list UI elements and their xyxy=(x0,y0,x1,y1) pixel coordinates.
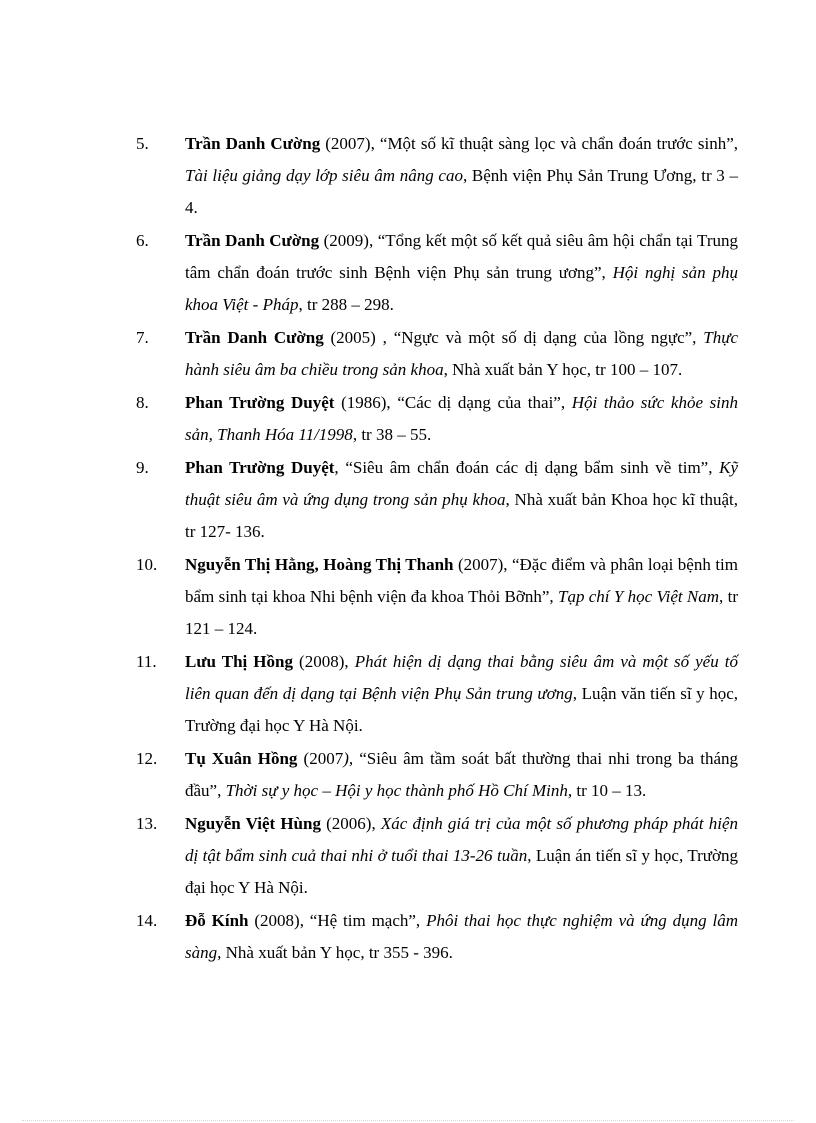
reference-item xyxy=(0,128,816,224)
reference-number: 5. xyxy=(136,134,149,153)
reference-number: 9. xyxy=(136,458,149,477)
reference-source-title: ), xyxy=(343,749,354,768)
reference-detail: , tr 121 – 124. xyxy=(185,587,739,638)
reference-text xyxy=(185,128,738,224)
reference-detail: tr 10 – 13. xyxy=(572,781,647,800)
reference-number: 8. xyxy=(136,393,149,412)
reference-source-title: Thực hành siêu âm ba chiều trong sản khoa xyxy=(185,328,739,379)
reference-detail: , Nhà xuất bản Y học, tr 100 – 107. xyxy=(443,360,683,379)
reference-text xyxy=(185,322,738,386)
reference-text xyxy=(185,743,738,807)
reference-item xyxy=(0,322,816,386)
reference-item xyxy=(0,225,816,321)
reference-detail: (2006), xyxy=(320,814,381,833)
reference-author: Nguyễn Thị Hằng, Hoàng Thị Thanh xyxy=(185,555,454,574)
reference-text xyxy=(185,452,738,548)
reference-source-title: Phát hiện dị dạng thai bằng siêu âm và một số yếu tố liên quan đến dị dạng tại Bệnh viện Phụ Sản trung ương xyxy=(185,652,739,703)
reference-detail: Nhà xuất bản Y học, tr 355 - 396. xyxy=(221,943,453,962)
reference-item xyxy=(0,387,816,451)
reference-text xyxy=(185,646,738,742)
reference-author: Trần Danh Cường xyxy=(185,134,321,153)
reference-detail: (2005) , “Ngực và một số dị dạng của lồng ngực”, xyxy=(323,328,704,347)
reference-source-title: Tạp chí Y học Việt Nam xyxy=(557,587,720,606)
reference-detail: , Luận văn tiến sĩ y học, Trường đại học Y Hà Nội. xyxy=(185,684,738,735)
reference-item xyxy=(0,549,816,645)
reference-author: Phan Trường Duyệt xyxy=(185,458,335,477)
reference-source-title: Hội nghị sản phụ khoa Việt - Pháp xyxy=(185,263,738,314)
reference-detail: , tr 288 – 298. xyxy=(298,295,394,314)
reference-item xyxy=(0,646,816,742)
reference-detail: (2007), “Một số kĩ thuật sàng lọc và chẩn đoán trước sinh”, xyxy=(320,134,739,153)
reference-source-title: Tài liệu giảng dạy lớp siêu âm nâng cao xyxy=(185,166,463,185)
reference-text xyxy=(185,549,738,645)
reference-author: Nguyễn Việt Hùng xyxy=(185,814,321,833)
reference-number: 13. xyxy=(136,814,158,833)
reference-item xyxy=(0,452,816,548)
reference-author: Lưu Thị Hồng xyxy=(185,652,293,671)
reference-author: Trần Danh Cường xyxy=(185,231,320,250)
reference-text xyxy=(185,808,738,904)
reference-number: 7. xyxy=(136,328,149,347)
reference-author: Phan Trường Duyệt xyxy=(185,393,335,412)
reference-number: 11. xyxy=(136,652,157,671)
reference-author: Trần Danh Cường xyxy=(185,328,324,347)
reference-detail: , Nhà xuất bản Khoa học kĩ thuật, tr 127- 136. xyxy=(185,490,739,541)
reference-detail: “Siêu âm tầm soát bất thường thai nhi trong ba tháng đầu”, xyxy=(185,749,738,800)
reference-number: 12. xyxy=(136,749,158,768)
reference-number: 10. xyxy=(136,555,158,574)
reference-number: 6. xyxy=(136,231,149,250)
reference-detail: (2007 xyxy=(297,749,344,768)
reference-text xyxy=(185,387,738,451)
reference-text xyxy=(185,225,738,321)
reference-item xyxy=(0,743,816,807)
reference-detail: (2008), xyxy=(293,652,355,671)
reference-detail: , tr 38 – 55. xyxy=(352,425,432,444)
reference-source-title: Hội thảo sức khỏe sinh sản, Thanh Hóa 11/1998 xyxy=(185,393,738,444)
reference-item xyxy=(0,808,816,904)
reference-detail: (2008), “Hệ tim mạch”, xyxy=(248,911,427,930)
reference-source-title: Kỹ thuật siêu âm và ứng dụng trong sản phụ khoa xyxy=(185,458,738,509)
reference-detail: (2009), “Tổng kết một số kết quả siêu âm hội chẩn tại Trung tâm chẩn đoán trước sinh Bệnh viện Phụ sản trung ương”, xyxy=(185,231,739,282)
reference-detail: (2007), “Đặc điểm và phân loại bệnh tim bẩm sinh tại khoa Nhi bệnh viện đa khoa Thỏi Bỡnh”, xyxy=(185,555,738,606)
reference-detail: , “Siêu âm chẩn đoán các dị dạng bẩm sinh về tim”, xyxy=(334,458,720,477)
reference-text xyxy=(185,905,738,969)
reference-list xyxy=(0,128,816,970)
reference-item xyxy=(0,905,816,969)
reference-author: Tụ Xuân Hồng xyxy=(185,749,298,768)
reference-source-title: Thời sự y học – Hội y học thành phố Hồ Chí Minh, xyxy=(225,781,573,800)
reference-source-title: Phôi thai học thực nghiệm và ứng dụng lâm sàng, xyxy=(185,911,738,962)
reference-number: 14. xyxy=(136,911,158,930)
reference-author: Đỗ Kính xyxy=(185,911,249,930)
page-footer-divider xyxy=(22,1120,794,1121)
reference-detail: (1986), “Các dị dạng của thai”, xyxy=(334,393,572,412)
reference-detail: , Luận án tiến sĩ y học, Trường đại học Y Hà Nội. xyxy=(185,846,738,897)
reference-detail: , Bệnh viện Phụ Sản Trung Ương, tr 3 – 4. xyxy=(185,166,738,217)
reference-source-title: Xác định giá trị của một số phương pháp phát hiện dị tật bẩm sinh cuả thai nhi ở tuổi thai 13-26 tuần xyxy=(185,814,739,865)
